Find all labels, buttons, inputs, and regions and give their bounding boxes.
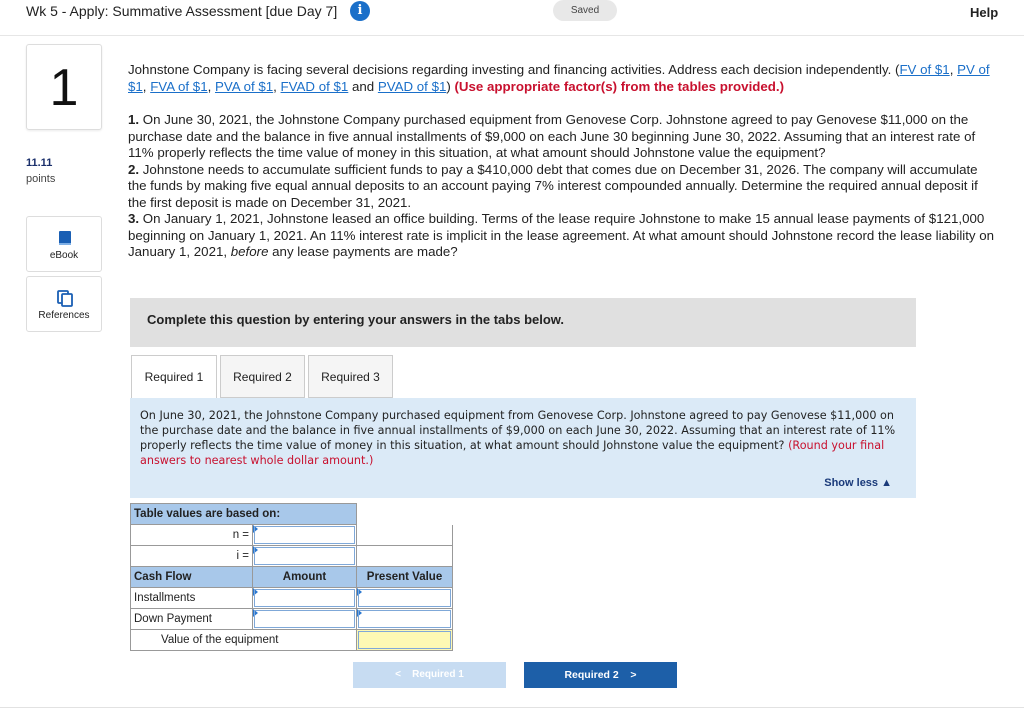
down-payment-label: Down Payment [131, 609, 253, 630]
top-bar [0, 0, 1024, 36]
list-item: 3. On January 1, 2021, Johnstone leased an office building. Terms of the lease require Johnstone to make 15 annual lease payments of $121,000 beginning on January 1, 2021. An 11% interest rate is implicit in the lease agreement. At what amount should Johnstone record the lease liability on January 1, 2021, before any lease payments are made? [128, 211, 995, 259]
installments-amount-input[interactable] [253, 588, 357, 609]
pvad-table-link[interactable]: PVAD of $1 [377, 78, 447, 94]
instructions-bar: Complete this question by entering your answers in the tabs below. [130, 298, 916, 347]
rounding-instruction: (Round your final answers to nearest whole dollar amount.) [140, 439, 885, 467]
table-row [131, 630, 453, 651]
question-items [128, 112, 998, 261]
help-link[interactable]: Help [970, 5, 999, 20]
cash-flow-header: Cash Flow [131, 567, 253, 588]
prev-required-button[interactable]: < Required 1 [353, 662, 506, 688]
points-label: points [26, 173, 56, 185]
table-row [131, 609, 453, 630]
book-icon [56, 229, 74, 247]
equipment-value-label: Value of the equipment [131, 630, 357, 651]
references-label: References [38, 310, 90, 321]
list-item: 2. Johnstone needs to accumulate sufficient funds to pay a $410,000 debt that comes due on December 31, 2026. The company will accumulate the funds by making five equal annual deposits to an account paying 7% interest compounded annually. Determine the required annual deposit if the first deposit is made on December 31, 2021. [128, 161, 978, 210]
ebook-label: eBook [49, 250, 79, 261]
factor-instruction: (Use appropriate factor(s) from the tables provided.) [454, 78, 785, 94]
fvad-table-link[interactable]: FVAD of $1 [280, 78, 349, 94]
table-row [131, 588, 453, 609]
list-item: 1. On June 30, 2021, the Johnstone Company purchased equipment from Genovese Corp. Johnstone agreed to pay Genovese $11,000 on the purchase date and the balance in five annual installments of $9,000 on each June 30 beginning June 30, 2022. Assuming that an interest rate of 11% properly reflects the time value of money in this situation, at what amount should Johnstone value the equipment? [128, 112, 976, 160]
down-payment-pv-input[interactable] [357, 609, 453, 630]
chevron-right-icon: > [630, 669, 637, 681]
question-number-badge: 1 [26, 44, 102, 130]
next-required-button[interactable]: Required 2 > [524, 662, 677, 688]
tab-required-3[interactable]: Required 3 [308, 355, 393, 398]
show-less-link[interactable]: Show less ▲ [824, 477, 892, 489]
saved-status-badge: Saved [553, 0, 617, 21]
equipment-value-input[interactable] [357, 630, 453, 651]
tab-required-1[interactable]: Required 1 [131, 355, 217, 399]
down-payment-amount-input[interactable] [253, 609, 357, 630]
triangle-up-icon: ▲ [881, 477, 892, 489]
present-value-table [130, 503, 453, 651]
i-input[interactable] [253, 546, 357, 567]
bottom-divider [0, 707, 1024, 708]
installments-label: Installments [131, 588, 253, 609]
n-input[interactable] [253, 525, 357, 546]
installments-pv-input[interactable] [357, 588, 453, 609]
amount-header: Amount [253, 567, 357, 588]
assignment-title: Wk 5 - Apply: Summative Assessment [due Day 7] [26, 3, 338, 19]
pv-table-link[interactable]: PV of $1 [128, 62, 990, 94]
info-icon[interactable]: i [350, 1, 370, 21]
question-intro: Johnstone Company is facing several decisions regarding investing and financing activities. Address each decision independently. (FV of $1, PV of $1, FVA of $1, PVA of $1, FVAD of $1 and PVAD of $1) (Use appropriate factor(s) from the tables provided.) [128, 62, 990, 94]
copy-pages-icon [56, 289, 74, 307]
required-1-panel [130, 398, 916, 498]
points-value: 11.11 [26, 157, 53, 169]
chevron-left-icon: < [395, 669, 402, 680]
tab-required-2[interactable]: Required 2 [220, 355, 305, 398]
required-1-question: On June 30, 2021, the Johnstone Company purchased equipment from Genovese Corp. Johnstone agreed to pay Genovese $11,000 on the purchase date and the balance in five annual installments of $9,000 on each June 30, 2022. Assuming that an interest rate of 11% properly reflects the time value of money in this situation, at what amount should Johnstone value the equipment? (Round your final answers to nearest whole dollar amount.) [140, 409, 896, 467]
n-label: n = [131, 525, 253, 546]
table-values-header: Table values are based on: [131, 504, 357, 525]
references-button[interactable] [26, 276, 102, 332]
ebook-button[interactable] [26, 216, 102, 272]
fva-table-link[interactable]: FVA of $1 [150, 78, 208, 94]
present-value-header: Present Value [357, 567, 453, 588]
pva-table-link[interactable]: PVA of $1 [215, 78, 274, 94]
i-label: i = [131, 546, 253, 567]
fv-table-link[interactable]: FV of $1 [899, 62, 950, 77]
